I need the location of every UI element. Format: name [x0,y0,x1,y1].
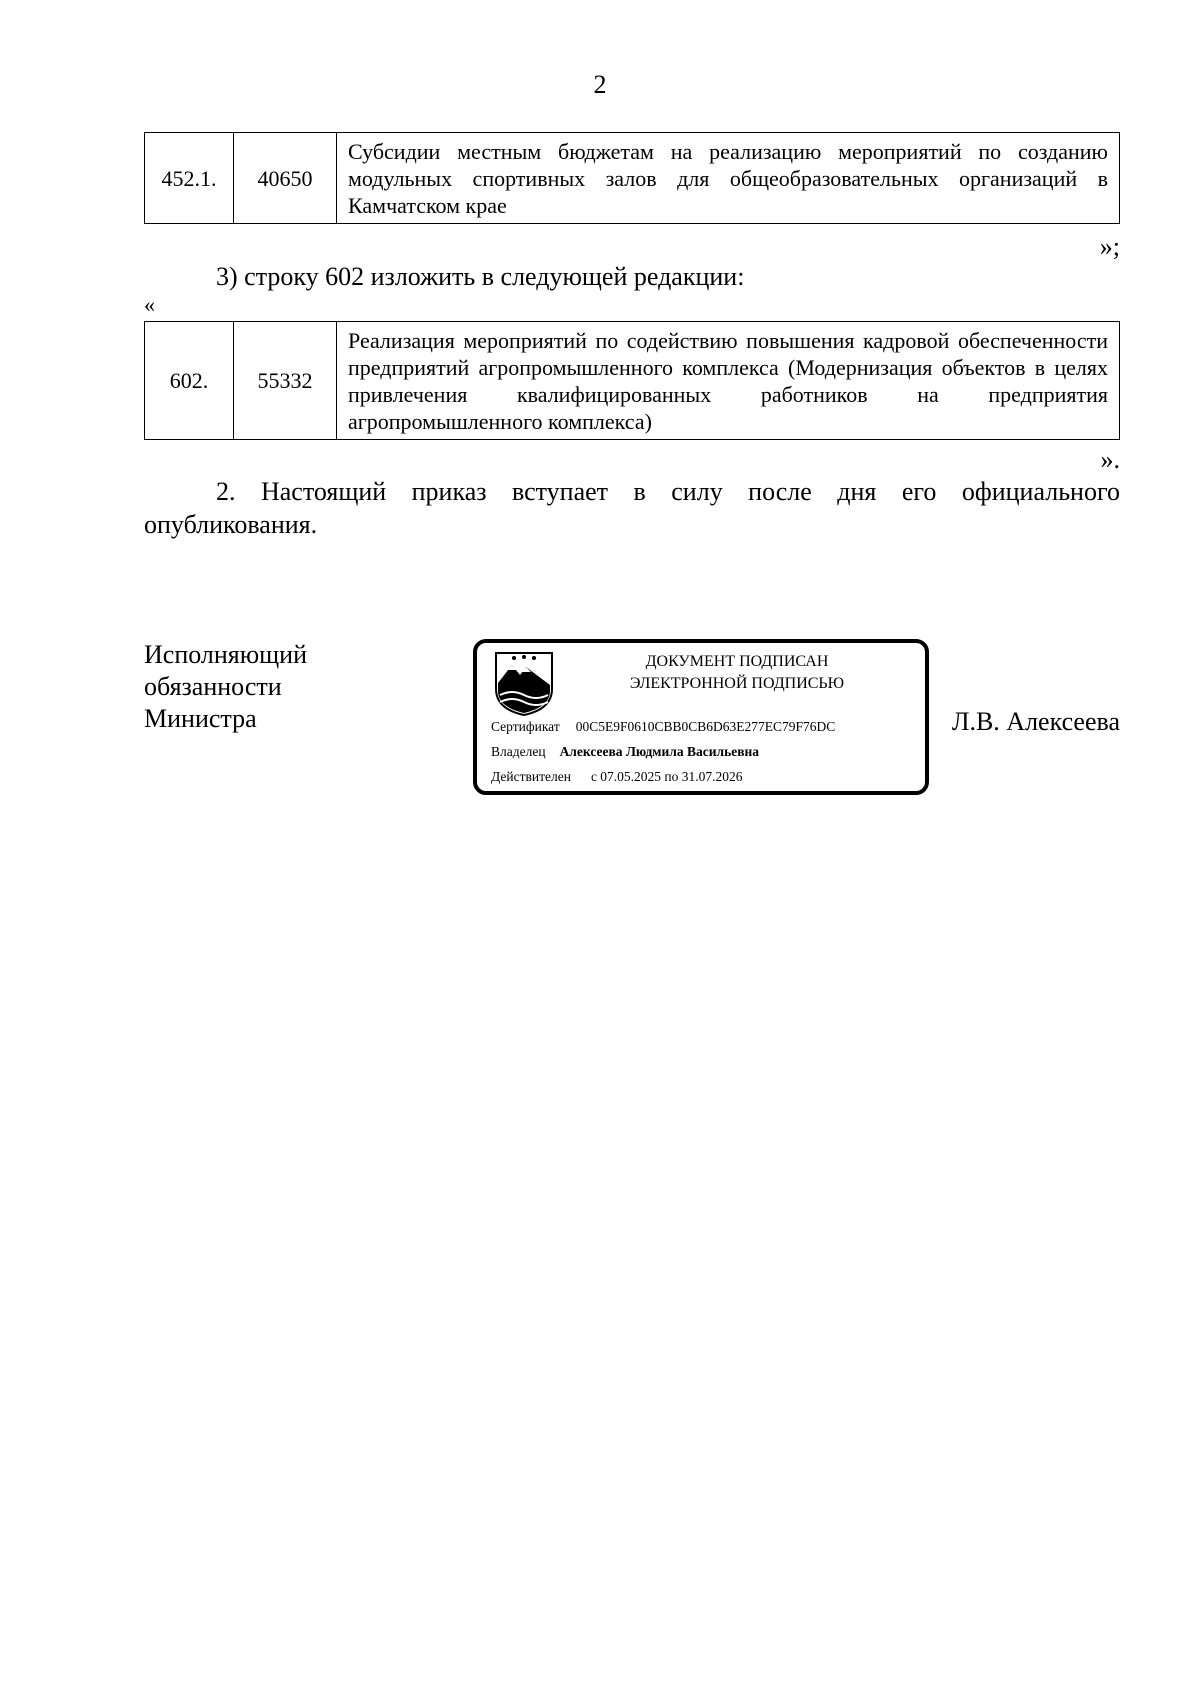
code-cell: 40650 [234,133,337,224]
certificate-row [491,719,835,735]
certificate-label: Сертификат [491,719,560,734]
row-number-cell: 452.1. [145,133,234,224]
clause-2-text: 2. Настоящий приказ вступает в силу после дня его официального опубликования. [144,477,1120,539]
budget-code-table-row-452 [144,132,1120,224]
table-row [145,322,1120,440]
owner-row [491,744,759,760]
clause-3-text: 3) строку 602 изложить в следующей редакции: [216,262,745,291]
description-cell: Реализация мероприятий по содействию повышения кадровой обеспеченности предприятий агропромышленного комплекса (Модернизация объектов в целях привлечения квалифицированных работников на предприятия агропромышленного комплекса) [337,322,1120,440]
owner-value: Алексеева Людмила Васильевна [559,744,760,759]
page-number: 2 [593,70,607,99]
certificate-value: 00C5E9F0610CBB0CB6D63E277EC79F76DC [575,719,836,734]
signer-title-line: Министра [144,704,257,733]
budget-code-table-row-602 [144,321,1120,440]
stamp-heading-line: ЭЛЕКТРОННОЙ ПОДПИСЬЮ [629,675,845,692]
electronic-signature-stamp [473,639,929,795]
validity-label: Действителен [491,769,571,784]
opening-quote: « [144,292,155,317]
description-cell: Субсидии местным бюджетам на реализацию мероприятий по созданию модульных спортивных залов для общеобразовательных организаций в Камчатском крае [337,133,1120,224]
row-number-cell: 602. [145,322,234,440]
validity-value: с 07.05.2025 по 31.07.2026 [590,769,743,784]
stamp-heading-line: ДОКУМЕНТ ПОДПИСАН [645,653,829,670]
signer-title [144,639,307,735]
signer-name: Л.В. Алексеева [951,707,1120,736]
code-cell: 55332 [234,322,337,440]
closing-quote: »; [1099,232,1120,261]
stamp-heading [577,651,897,695]
owner-label: Владелец [491,744,546,759]
validity-row [491,769,743,785]
kamchatka-coat-of-arms-icon [492,649,556,717]
signer-title-line: Исполняющий [144,640,308,669]
closing-quote: ». [1100,445,1120,474]
table-row [145,133,1120,224]
signer-title-line: обязанности [144,672,282,701]
